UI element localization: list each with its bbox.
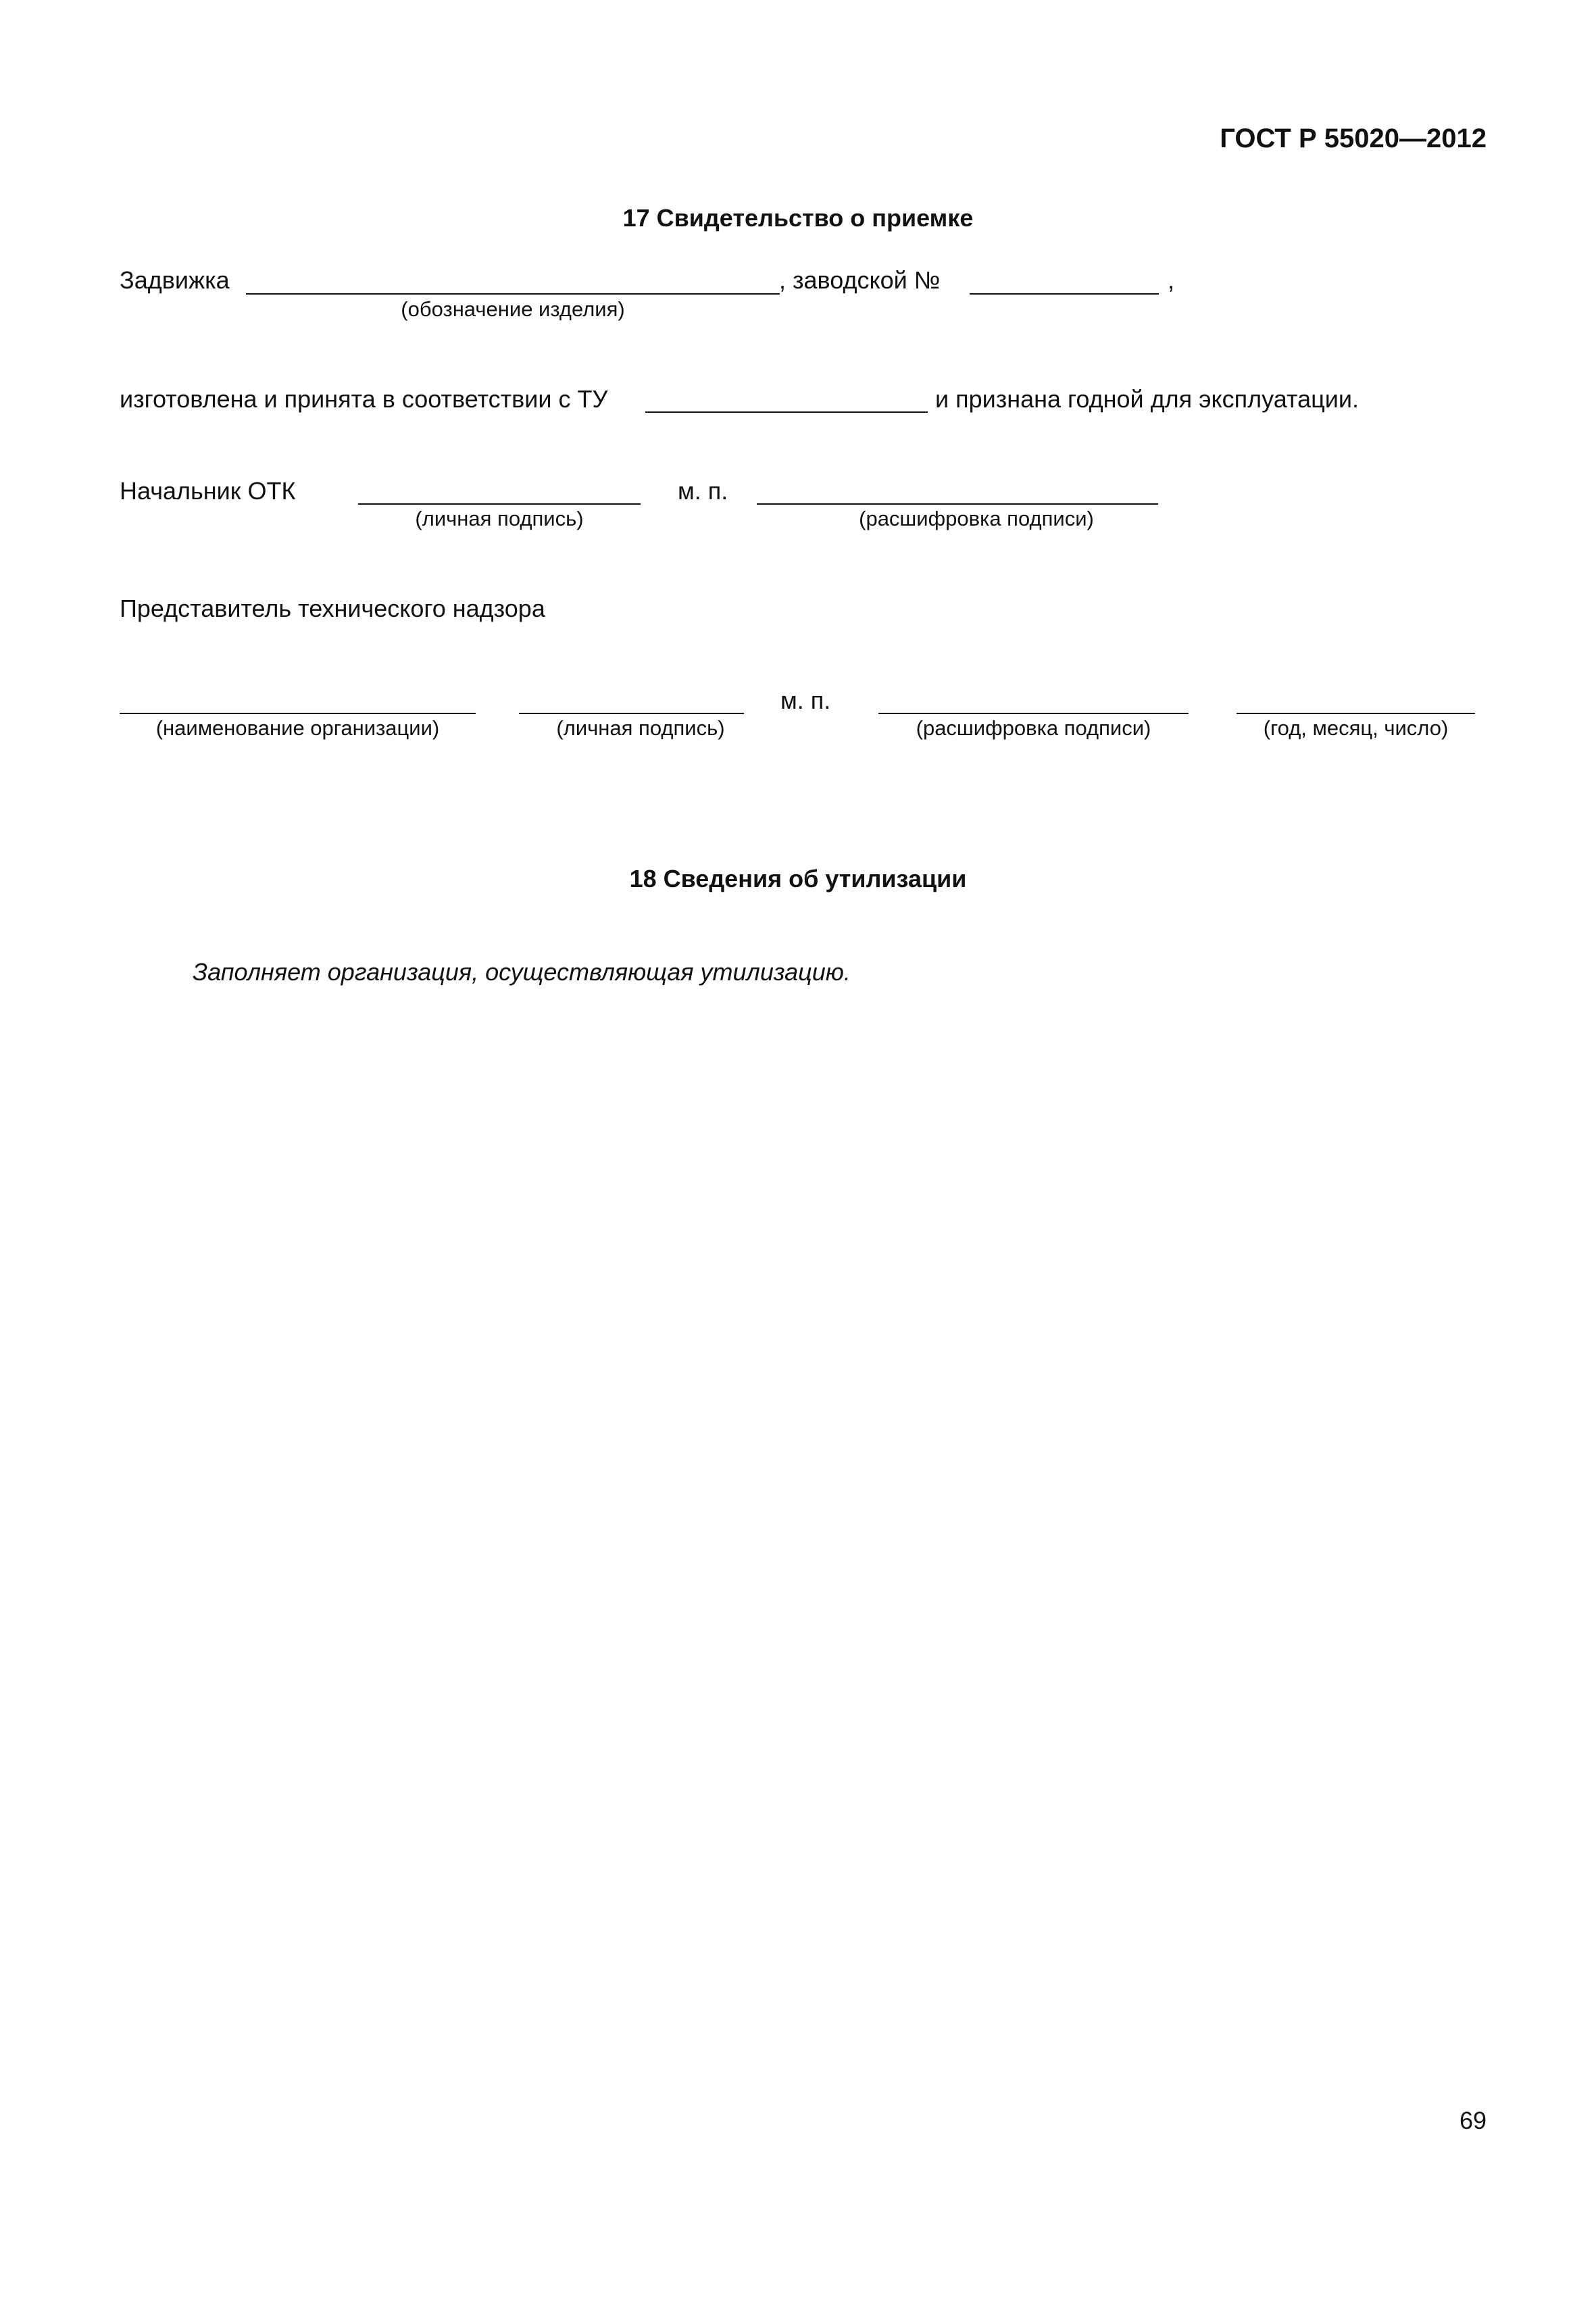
organization-name-field[interactable] xyxy=(120,713,476,714)
date-caption: (год, месяц, число) xyxy=(1263,716,1449,740)
valve-label: Задвижка xyxy=(120,266,230,294)
serial-trailing-comma: , xyxy=(1168,266,1175,294)
section-17-title: 17 Свидетельство о приемке xyxy=(622,204,974,232)
section-18-title: 18 Сведения об утилизации xyxy=(629,865,967,892)
disposal-note: Заполняет организация, осуществляющая утилизацию. xyxy=(193,958,851,986)
otk-signature-field[interactable] xyxy=(358,503,641,505)
page-number: 69 xyxy=(1459,2107,1487,2134)
inspector-signature-caption: (личная подпись) xyxy=(556,716,725,740)
document-code: ГОСТ Р 55020—2012 xyxy=(1220,124,1487,153)
inspector-signature-decode-caption: (расшифровка подписи) xyxy=(916,716,1151,740)
date-field[interactable] xyxy=(1237,713,1475,714)
organization-name-caption: (наименование организации) xyxy=(155,716,440,740)
inspector-stamp-label: м. п. xyxy=(780,686,831,714)
valve-designation-caption: (обозначение изделия) xyxy=(401,297,625,321)
valve-designation-field[interactable] xyxy=(246,293,780,295)
otk-signature-decode-field[interactable] xyxy=(757,503,1158,505)
otk-chief-label: Начальник ОТК xyxy=(120,477,296,505)
inspector-signature-field[interactable] xyxy=(519,713,744,714)
inspector-label: Представитель технического надзора xyxy=(120,595,545,622)
fit-for-use-text: и признана годной для эксплуатации. xyxy=(935,385,1359,413)
tu-field[interactable] xyxy=(645,411,928,413)
serial-number-label: , заводской № xyxy=(779,266,941,294)
inspector-signature-decode-field[interactable] xyxy=(878,713,1189,714)
manufactured-text: изготовлена и принята в соответствии с ТУ xyxy=(120,385,608,413)
otk-signature-decode-caption: (расшифровка подписи) xyxy=(859,507,1094,530)
otk-stamp-label: м. п. xyxy=(678,477,728,505)
otk-signature-caption: (личная подпись) xyxy=(415,507,584,530)
serial-number-field[interactable] xyxy=(970,293,1159,295)
